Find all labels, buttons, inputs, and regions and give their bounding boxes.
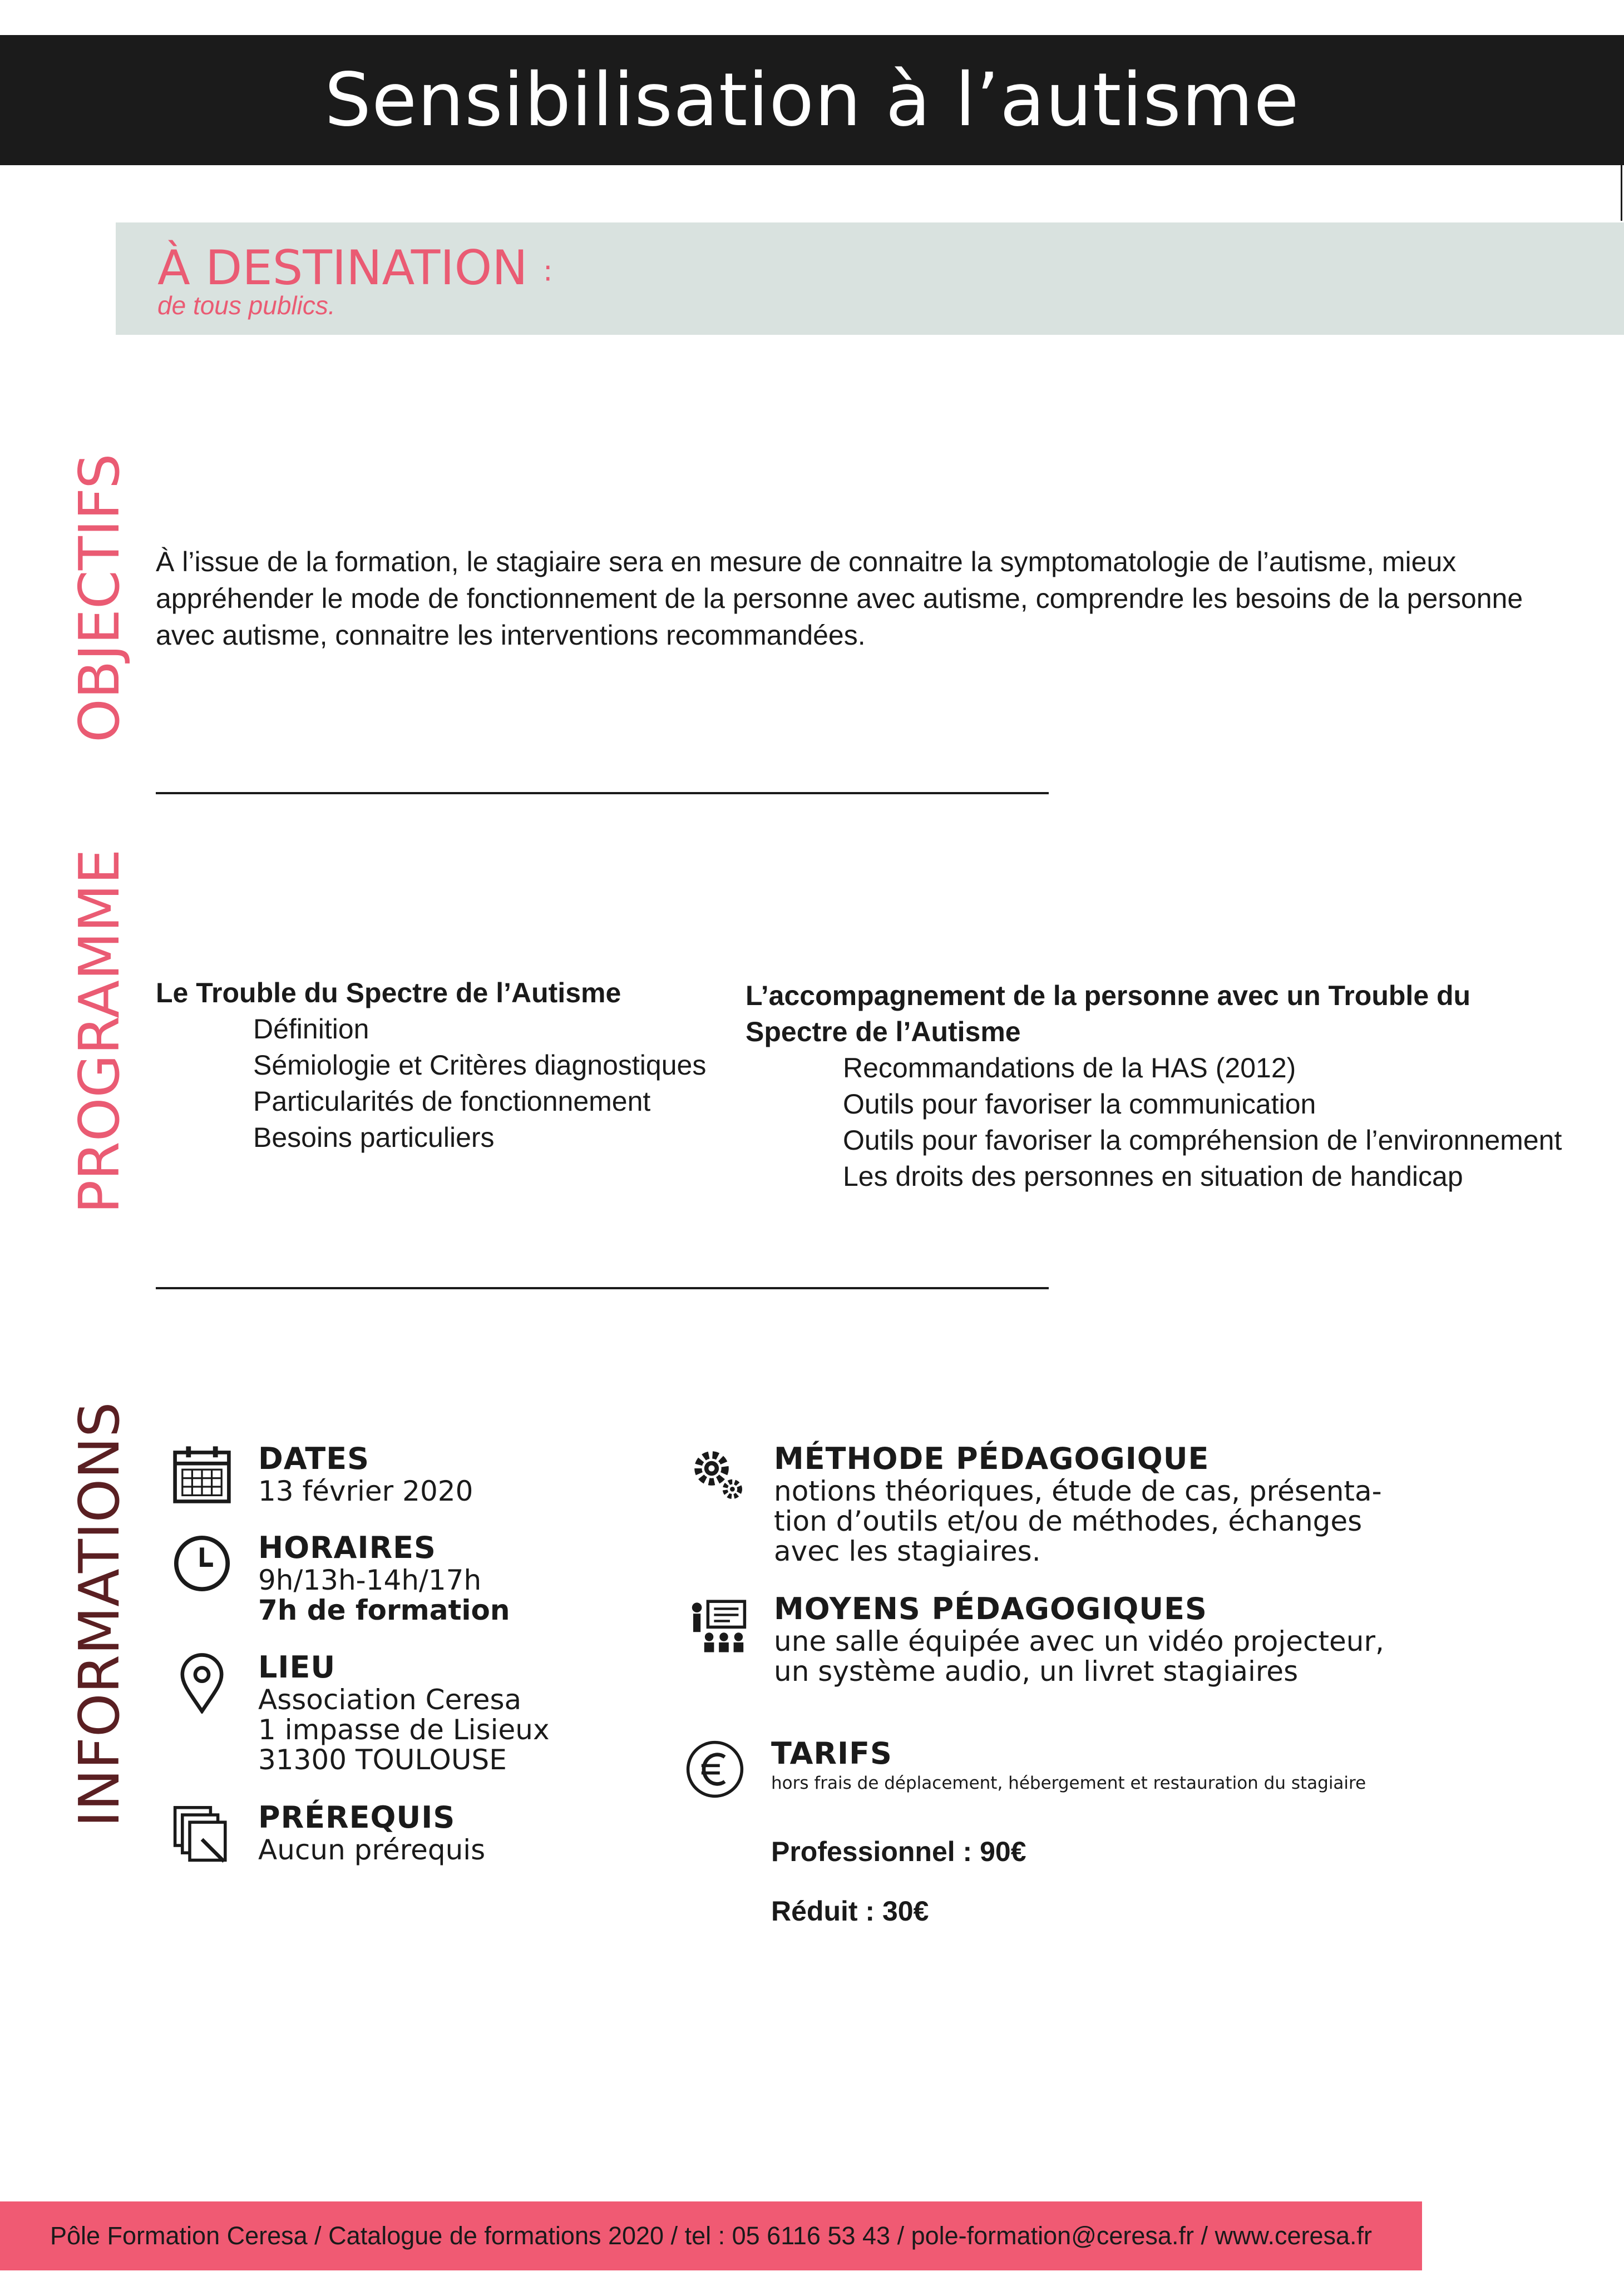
- lieu-block: [258, 1650, 550, 1775]
- documents-icon: [171, 1803, 233, 1864]
- objectifs-text: À l’issue de la formation, le stagiaire sera en mesure de connaitre la symptomatologie de l’autisme, mieux appréhender le mode de fonctionnement de la personne avec autisme, comprendre les besoins de la personne avec autisme, connaitre les interventions recommandées.: [156, 546, 1523, 651]
- programme-label: PROGRAMME: [67, 849, 132, 1214]
- dates-heading: DATES: [258, 1441, 370, 1476]
- informations-label: INFORMATIONS: [67, 1402, 132, 1827]
- destination-title-text: À DESTINATION: [157, 240, 528, 296]
- horaires-heading: HORAIRES: [258, 1530, 436, 1565]
- horaires-block: [258, 1531, 510, 1625]
- destination-band: [116, 222, 1624, 335]
- programme-left-column: [156, 975, 723, 1156]
- divider-2: [156, 1287, 1049, 1289]
- moyens-line1: une salle équipée avec un vidéo projecteur,: [774, 1625, 1384, 1657]
- methode-line2: tion d’outils et/ou de méthodes, échanges: [774, 1505, 1363, 1537]
- tarifs-note: hors frais de déplacement, hébergement et restauration du stagiaire: [771, 1773, 1366, 1793]
- methode-block: [774, 1442, 1382, 1566]
- tarifs-heading: TARIFS: [771, 1736, 892, 1771]
- euro-icon: [684, 1739, 746, 1800]
- list-item: Outils pour favoriser la compréhension de l’environnement: [843, 1125, 1562, 1156]
- prerequis-heading: PRÉREQUIS: [258, 1800, 456, 1835]
- tarif-reduit: Réduit : 30€: [771, 1896, 929, 1927]
- footer-band: [0, 2201, 1422, 2270]
- lieu-line3: 31300 TOULOUSE: [258, 1744, 507, 1776]
- page-title: Sensibilisation à l’autisme: [324, 57, 1300, 143]
- info-methode: [687, 1442, 1382, 1566]
- moyens-block: [774, 1592, 1384, 1686]
- gears-icon: [687, 1444, 748, 1505]
- methode-line1: notions théoriques, étude de cas, présenta-: [774, 1475, 1382, 1507]
- list-item: Définition: [253, 1013, 369, 1045]
- footer-text: Pôle Formation Ceresa / Catalogue de formations 2020 / tel : 05 6116 53 43 / pole-formation@ceresa.fr / www.ceresa.fr: [50, 2221, 1373, 2250]
- programme-right-heading: L’accompagnement de la personne avec un Trouble du Spectre de l’Autisme: [746, 980, 1471, 1047]
- list-item: Sémiologie et Critères diagnostiques: [253, 1050, 707, 1081]
- objectifs-label: OBJECTIFS: [67, 453, 132, 743]
- prerequis-block: [258, 1800, 485, 1865]
- info-moyens: [687, 1592, 1384, 1686]
- clock-icon: [171, 1533, 233, 1594]
- location-pin-icon: [171, 1652, 233, 1714]
- list-item: Recommandations de la HAS (2012): [843, 1052, 1296, 1083]
- list-item: Besoins particuliers: [253, 1122, 495, 1153]
- list-item: Particularités de fonctionnement: [253, 1086, 651, 1117]
- calendar-icon: [171, 1444, 233, 1505]
- prerequis-value: Aucun prérequis: [258, 1834, 486, 1866]
- title-bar: [0, 35, 1624, 165]
- horaires-value: 9h/13h-14h/17h: [258, 1564, 482, 1596]
- divider-1: [156, 792, 1049, 794]
- list-item: Outils pour favoriser la communication: [843, 1088, 1316, 1120]
- info-dates: [171, 1442, 473, 1506]
- tarifs-block: [771, 1736, 1366, 1795]
- destination-title: [157, 240, 553, 296]
- programme-right-list: [746, 1050, 1580, 1195]
- info-prerequis: [171, 1800, 485, 1865]
- methode-heading: MÉTHODE PÉDAGOGIQUE: [774, 1441, 1210, 1476]
- programme-left-list: [156, 1011, 723, 1156]
- info-tarifs: [684, 1736, 1366, 1800]
- lieu-heading: LIEU: [258, 1650, 336, 1685]
- methode-line3: avec les stagiaires.: [774, 1535, 1041, 1567]
- lieu-line2: 1 impasse de Lisieux: [258, 1714, 550, 1746]
- dates-block: [258, 1442, 473, 1506]
- tarif-professionnel: Professionnel : 90€: [771, 1836, 1026, 1867]
- presentation-icon: [687, 1594, 748, 1655]
- lieu-line1: Association Ceresa: [258, 1684, 522, 1716]
- edge-mark: [1621, 165, 1622, 221]
- moyens-heading: MOYENS PÉDAGOGIQUES: [774, 1591, 1207, 1626]
- destination-audience: de tous publics.: [157, 291, 335, 320]
- moyens-line2: un système audio, un livret stagiaires: [774, 1655, 1299, 1688]
- list-item: Les droits des personnes en situation de handicap: [843, 1161, 1463, 1192]
- programme-right-column: [746, 978, 1580, 1195]
- info-lieu: [171, 1650, 550, 1775]
- programme-left-heading: Le Trouble du Spectre de l’Autisme: [156, 977, 621, 1008]
- info-horaires: [171, 1531, 510, 1625]
- destination-colon: :: [542, 254, 553, 288]
- horaires-duration: 7h de formation: [258, 1594, 510, 1626]
- dates-value: 13 février 2020: [258, 1475, 473, 1507]
